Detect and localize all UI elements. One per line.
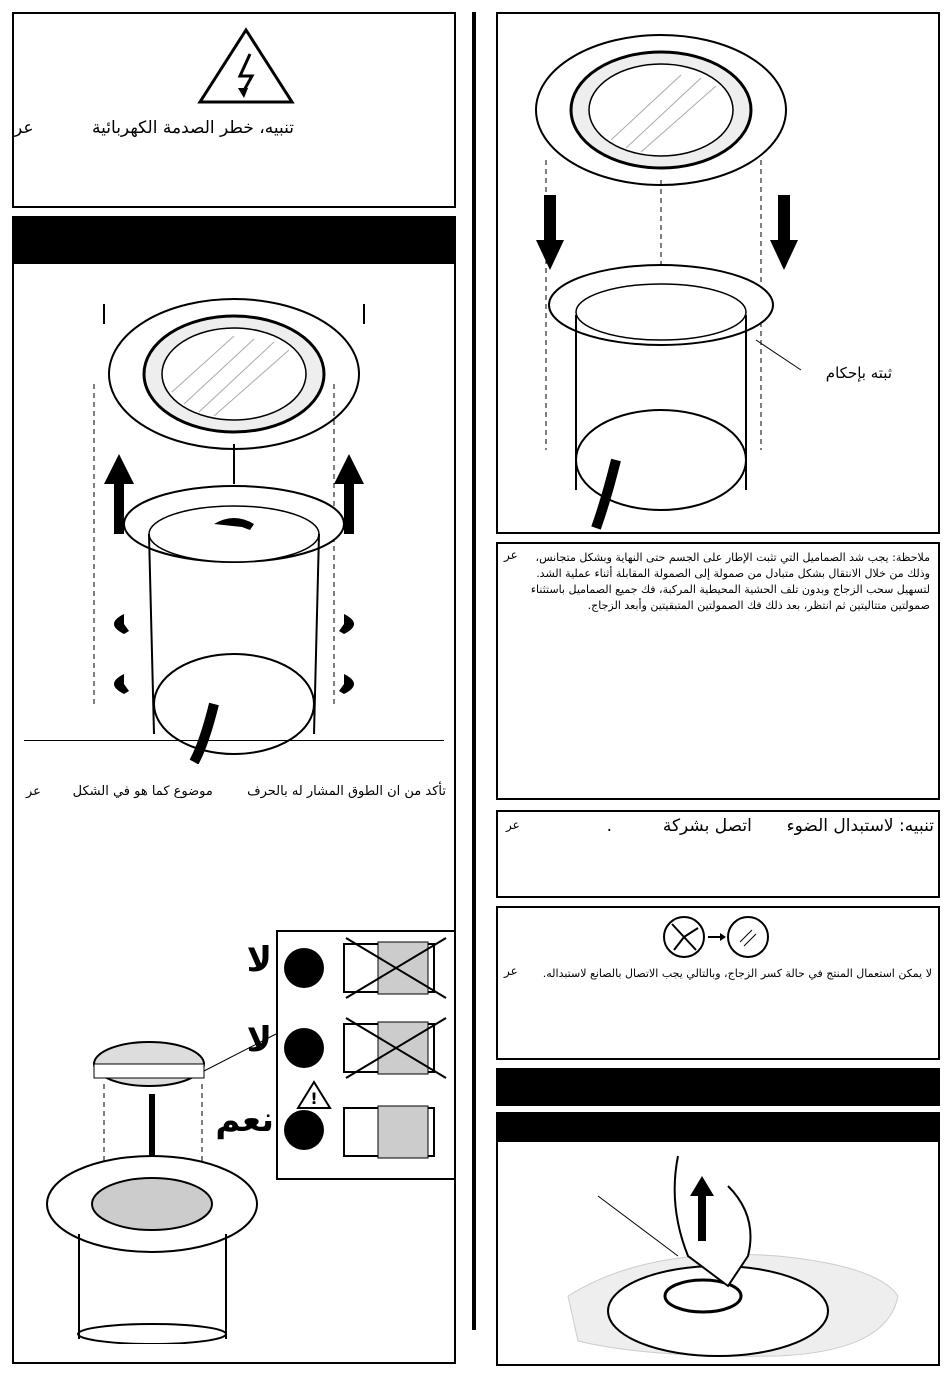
wrong-bullet-2 — [284, 1028, 324, 1068]
reassembly-illustration — [516, 20, 816, 530]
electric-warning-text — [92, 118, 294, 138]
lamp-removal-panel — [12, 264, 456, 1364]
note-box — [496, 542, 940, 800]
lamp-warning-text — [607, 816, 934, 836]
caption-text-b: موضوع كما هو في الشكل — [72, 784, 213, 799]
section-header-bar-3 — [496, 1112, 940, 1144]
note-text — [530, 550, 930, 614]
lamp-extraction-illustration — [528, 1146, 908, 1361]
lamp-warning-tag: عر — [506, 818, 520, 832]
lamp-warning-a: تنبيه: لاستبدال الضوء — [786, 816, 934, 836]
center-divider — [472, 12, 476, 1330]
tighten-label: ثبته بإحكام — [825, 364, 892, 382]
note-line: لتسهيل سحب الزجاج وبدون تلف الحشية المحيطية المركبة، فك جميع الصماميل باستثناء — [530, 583, 930, 596]
language-tag: عر — [14, 118, 34, 138]
warning-text: تنبيه، خطر الصدمة الكهربائية — [92, 118, 294, 138]
caption-language-tag: عر — [26, 784, 41, 799]
note-language-tag: عر — [504, 548, 518, 562]
caption-rule — [24, 740, 444, 741]
lamp-warning-b: اتصل بشركة — [662, 816, 752, 836]
section-header-bar — [12, 216, 456, 266]
caption-text-a: تأكد من ان الطوق المشار له بالحرف — [247, 784, 446, 799]
electric-warning-box — [12, 12, 456, 208]
lamp-extraction-panel — [496, 1142, 940, 1366]
note-line: ملاحظة: يجب شد الصماميل التي تثبت الإطار على الجسم حتى النهاية وبشكل متجانس، — [535, 551, 930, 564]
wrong-bullet-1 — [284, 948, 324, 988]
broken-glass-warning-box — [496, 906, 940, 1060]
gasket-profile-illustrations — [278, 932, 456, 1178]
option-label-2: لا — [246, 1020, 272, 1060]
gasket-comparison-box — [276, 930, 456, 1180]
section-header-bar-2 — [496, 1068, 940, 1106]
broken-glass-tag: عر — [504, 964, 518, 978]
broken-glass-icon — [662, 914, 772, 960]
option-label-1: لا — [246, 940, 272, 980]
correct-bullet — [284, 1110, 324, 1150]
lamp-warning-dot: . — [606, 816, 613, 836]
high-voltage-icon — [196, 26, 296, 106]
broken-glass-text: لا يمكن استعمال المنتج في حالة كسر الزجاج، وبالتالي يجب الاتصال بالصانع لاستبداله. — [542, 967, 932, 980]
note-line: وذلك من خلال الانتقال بشكل متبادل من صمولة إلى الصمولة المقابلة أثناء عملية الشد. — [536, 567, 930, 580]
svg-text:!: ! — [310, 1089, 318, 1108]
lamp-warning-box — [496, 810, 940, 898]
exploded-assembly-illustration — [64, 284, 404, 764]
option-label-3: نعم — [215, 1100, 274, 1140]
glass-insertion-illustration — [34, 1024, 284, 1344]
assembly-panel — [496, 12, 940, 534]
note-line: صمولتين متتاليتين ثم انتظر، بعد ذلك فك الصمولتين المتبقيتين وأبعد الزجاج. — [587, 599, 930, 612]
gasket-caption — [73, 784, 446, 799]
